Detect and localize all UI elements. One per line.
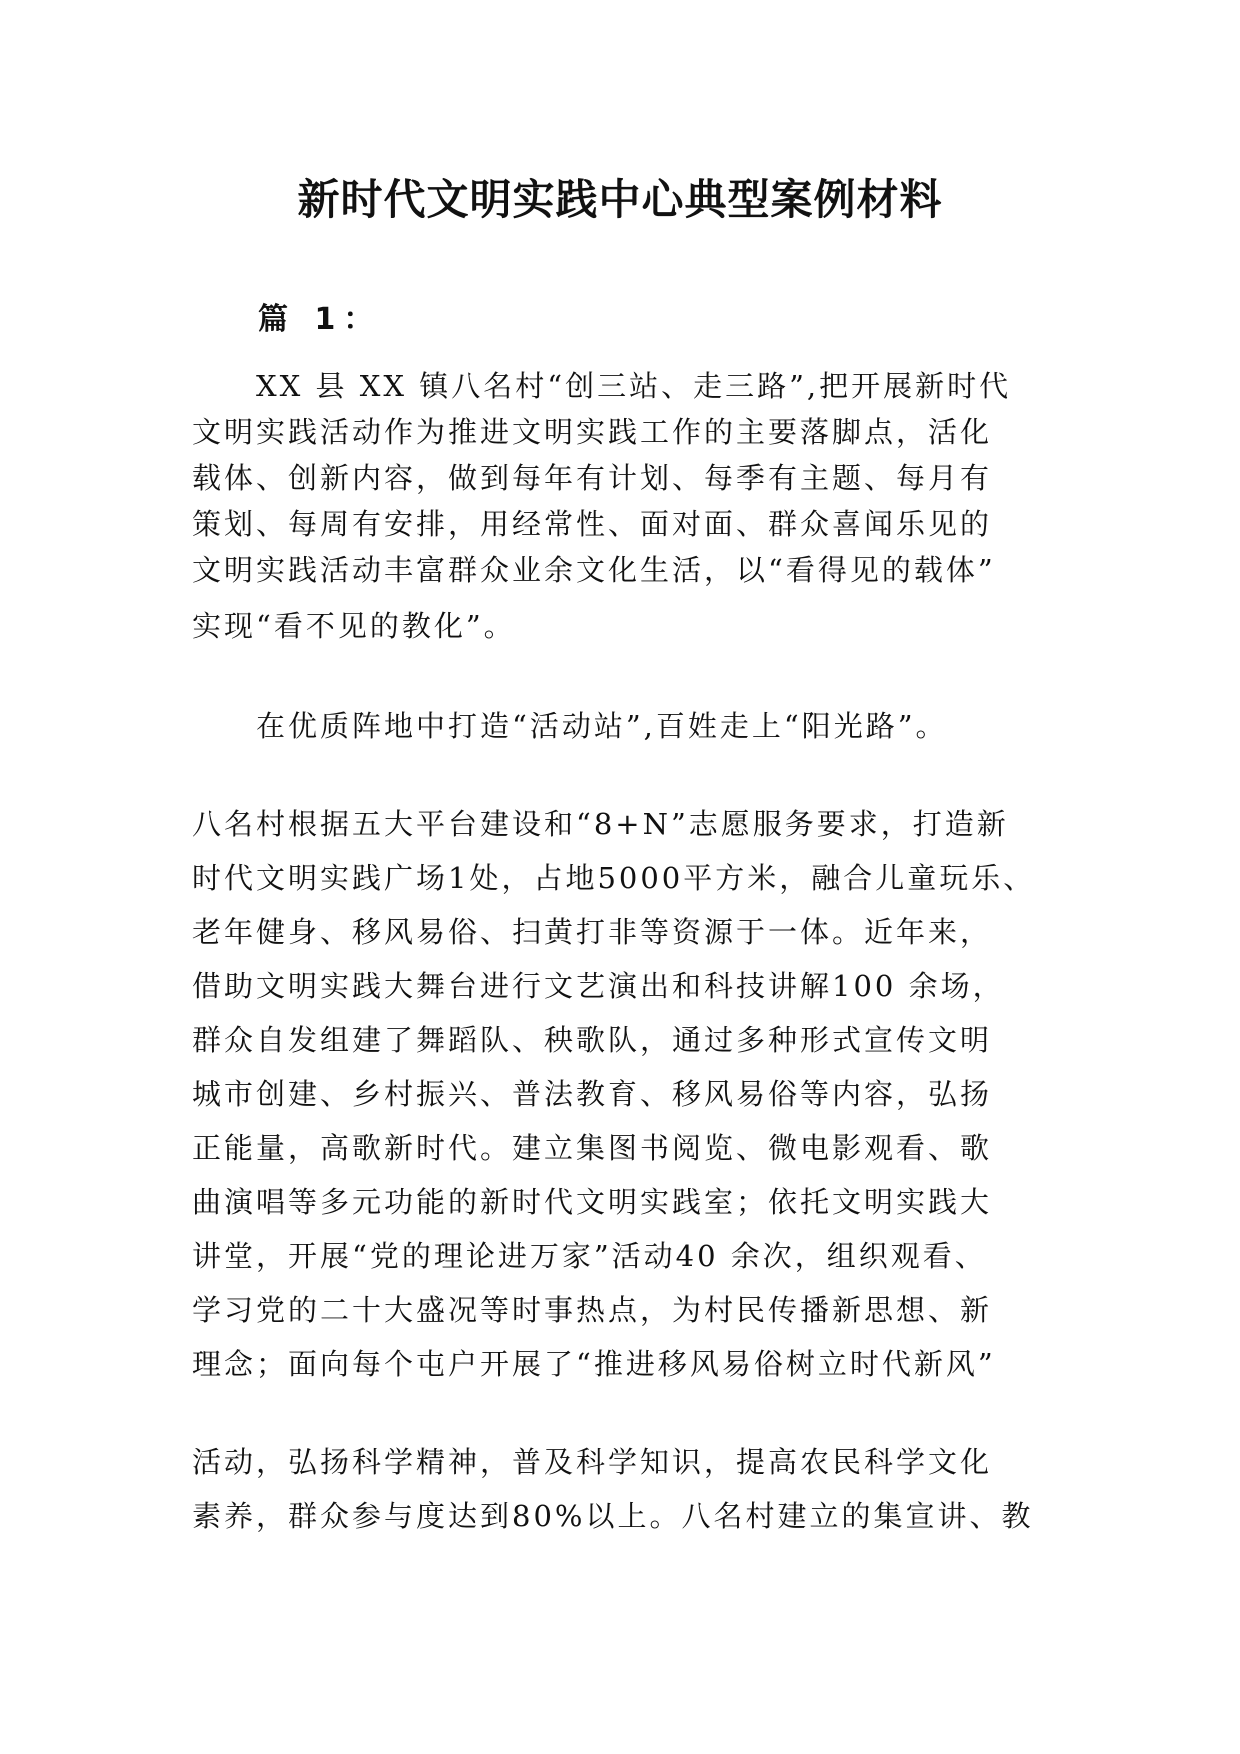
paragraph-3-line-7: 正能量，高歌新时代。建立集图书阅览、微电影观看、歌 bbox=[192, 1131, 993, 1165]
paragraph-3-line-10: 学习党的二十大盛况等时事热点，为村民传播新思想、新 bbox=[192, 1293, 993, 1327]
paragraph-3-line-6: 城市创建、乡村振兴、普法教育、移风易俗等内容，弘扬 bbox=[192, 1077, 993, 1111]
document-title: 新时代文明实践中心典型案例材料 bbox=[297, 175, 943, 224]
paragraph-1-line-3: 载体、创新内容，做到每年有计划、每季有主题、每月有 bbox=[192, 461, 993, 495]
paragraph-3-line-1: 八名村根据五大平台建设和“8+N”志愿服务要求，打造新 bbox=[192, 807, 1009, 841]
paragraph-3-line-8: 曲演唱等多元功能的新时代文明实践室；依托文明实践大 bbox=[192, 1185, 993, 1219]
paragraph-3-line-3: 老年健身、移风易俗、扫黄打非等资源于一体。近年来， bbox=[192, 915, 993, 949]
paragraph-2-line-1: 在优质阵地中打造“活动站”,百姓走上“阳光路”。 bbox=[256, 709, 948, 743]
paragraph-1-line-6: 实现“看不见的教化”。 bbox=[192, 609, 516, 643]
paragraph-3-line-4: 借助文明实践大舞台进行文艺演出和科技讲解100 余场， bbox=[192, 969, 1005, 1003]
paragraph-3-line-11: 理念；面向每个屯户开展了“推进移风易俗树立时代新风” bbox=[192, 1347, 996, 1381]
paragraph-4-line-1: 活动，弘扬科学精神，普及科学知识，提高农民科学文化 bbox=[192, 1445, 993, 1479]
paragraph-3-line-5: 群众自发组建了舞蹈队、秧歌队，通过多种形式宣传文明 bbox=[192, 1023, 993, 1057]
paragraph-1-line-2: 文明实践活动作为推进文明实践工作的主要落脚点，活化 bbox=[192, 415, 993, 449]
paragraph-1-line-4: 策划、每周有安排，用经常性、面对面、群众喜闻乐见的 bbox=[192, 507, 993, 541]
paragraph-1-line-1: XX 县 XX 镇八名村“创三站、走三路”,把开展新时代 bbox=[256, 369, 1012, 403]
paragraph-3-line-2: 时代文明实践广场1处，占地5000平方米，融合儿童玩乐、 bbox=[192, 861, 1036, 895]
paragraph-3-line-9: 讲堂，开展“党的理论进万家”活动40 余次，组织观看、 bbox=[192, 1239, 987, 1273]
section-label: 篇 1： bbox=[258, 302, 382, 337]
paragraph-4-line-2: 素养，群众参与度达到80%以上。八名村建立的集宣讲、教 bbox=[192, 1499, 1034, 1533]
paragraph-1-line-5: 文明实践活动丰富群众业余文化生活，以“看得见的载体” bbox=[192, 553, 996, 587]
